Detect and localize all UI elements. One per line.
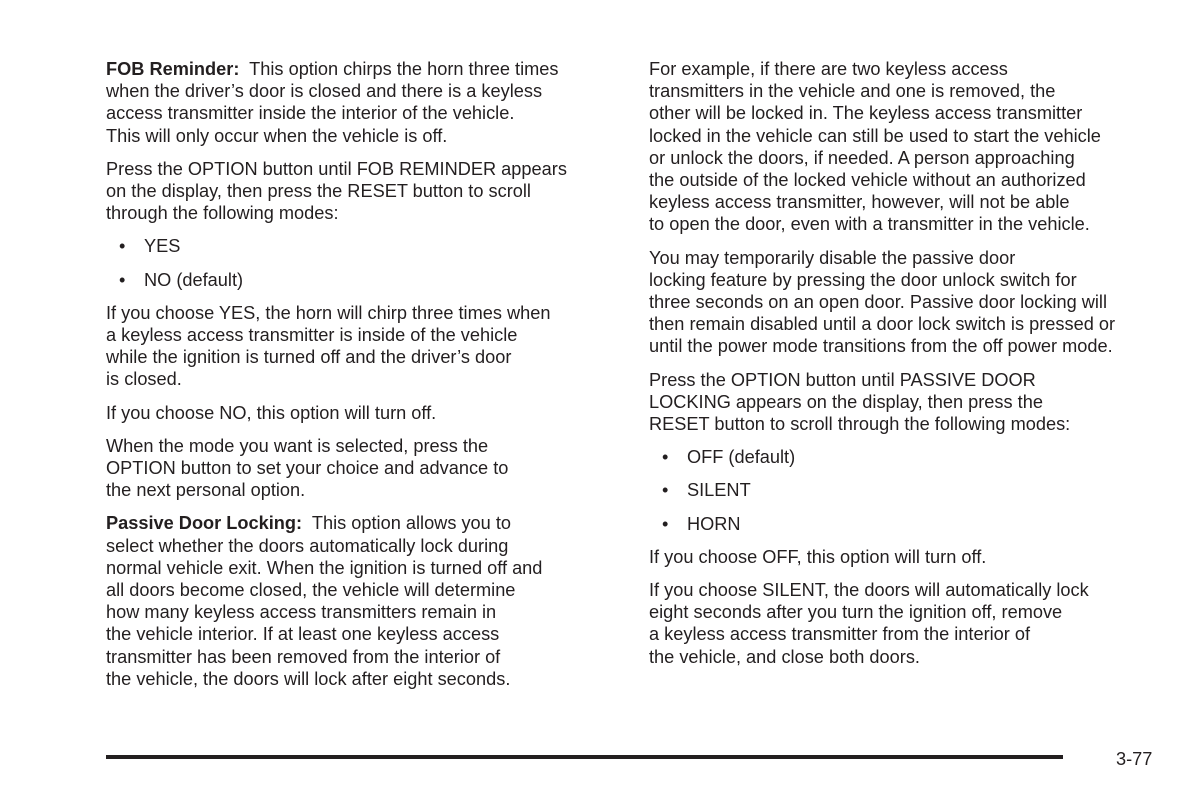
text-line: the vehicle, the doors will lock after eight seconds. [106, 668, 511, 689]
text-line: normal vehicle exit. When the ignition is turned off and [106, 557, 543, 578]
fob-reminder-first-line-text: This option chirps the horn three times [239, 59, 559, 79]
fob-reminder-first-line [106, 58, 618, 80]
text-line: locking feature by pressing the door unlock switch for [649, 269, 1077, 290]
text-line: keyless access transmitter, however, will not be able [649, 192, 1070, 213]
list-item [649, 479, 1161, 501]
text-line: while the ignition is turned off and the driver’s door [106, 347, 512, 368]
press-option-fob-paragraph [106, 158, 618, 225]
fob-reminder-paragraph [106, 58, 618, 147]
text-line: OPTION button to set your choice and advance to [106, 458, 509, 479]
passive-door-locking-heading: Passive Door Locking: [106, 513, 303, 534]
choose-no-paragraph [106, 402, 618, 424]
text-line: If you choose SILENT, the doors will automatically lock [649, 580, 1089, 601]
text-line: LOCKING appears on the display, then press the [649, 391, 1043, 412]
choose-off-paragraph [649, 546, 1161, 568]
text-line: is closed. [106, 369, 182, 390]
fob-reminder-heading: FOB Reminder: [106, 59, 240, 79]
text-line: all doors become closed, the vehicle will determine [106, 580, 516, 601]
text-line: transmitters in the vehicle and one is removed, the [649, 81, 1056, 102]
passive-door-locking-first-line-text: This option allows you to [302, 513, 512, 534]
text-line: If you choose YES, the horn will chirp three times when [106, 302, 551, 323]
fob-modes-list [106, 235, 618, 290]
mode-selected-paragraph [106, 435, 618, 502]
text-line: RESET button to scroll through the following modes: [649, 414, 1071, 435]
example-paragraph [649, 58, 1161, 236]
list-item-label: OFF (default) [687, 447, 796, 468]
bullet-icon: • [662, 447, 669, 468]
text-line: Press the OPTION button until PASSIVE DOOR [649, 369, 1036, 390]
list-item [649, 513, 1161, 535]
bullet-icon: • [662, 513, 669, 534]
text-line: when the driver’s door is closed and there is a keyless [106, 81, 543, 102]
text-line: on the display, then press the RESET button to scroll [106, 181, 531, 202]
text-line: the next personal option. [106, 480, 306, 501]
text-line: the vehicle interior. If at least one keyless access [106, 624, 500, 645]
page-number: 3-77 [1116, 749, 1153, 769]
text-line: three seconds on an open door. Passive door locking will [649, 292, 1107, 313]
text-line: If you choose OFF, this option will turn off. [649, 546, 987, 567]
list-item [106, 269, 618, 291]
text-line: or unlock the doors, if needed. A person approaching [649, 147, 1075, 168]
bullet-icon: • [119, 236, 126, 257]
text-line: to open the door, even with a transmitter in the vehicle. [649, 214, 1090, 235]
list-item [106, 235, 618, 257]
list-item-label: HORN [687, 513, 741, 534]
text-line: through the following modes: [106, 203, 339, 224]
text-line: If you choose NO, this option will turn off. [106, 402, 437, 423]
choose-silent-paragraph [649, 579, 1161, 668]
text-line: how many keyless access transmitters remain in [106, 602, 497, 623]
footer-divider [106, 755, 1063, 759]
left-column [106, 58, 618, 701]
text-line: transmitter has been removed from the interior of [106, 646, 501, 667]
text-line: select whether the doors automatically lock during [106, 535, 509, 556]
text-line: until the power mode transitions from the off power mode. [649, 336, 1113, 357]
bullet-icon: • [119, 269, 126, 290]
press-option-passive-paragraph [649, 369, 1161, 436]
text-line: a keyless access transmitter from the interior of [649, 624, 1031, 645]
text-line: Press the OPTION button until FOB REMINDER appears [106, 158, 567, 179]
list-item-label: NO (default) [144, 269, 244, 290]
text-line: a keyless access transmitter is inside of the vehicle [106, 325, 518, 346]
passive-modes-list [649, 446, 1161, 535]
text-line: the outside of the locked vehicle without an authorized [649, 170, 1086, 191]
list-item-label: YES [144, 236, 181, 257]
text-line: locked in the vehicle can still be used to start the vehicle [649, 125, 1101, 146]
text-line: then remain disabled until a door lock switch is pressed or [649, 314, 1116, 335]
text-line: For example, if there are two keyless access [649, 59, 1008, 79]
list-item [649, 446, 1161, 468]
text-line: access transmitter inside the interior of the vehicle. [106, 103, 515, 124]
text-line: You may temporarily disable the passive door [649, 247, 1016, 268]
text-line: When the mode you want is selected, press the [106, 435, 489, 456]
choose-yes-paragraph [106, 302, 618, 391]
list-item-label: SILENT [687, 480, 751, 501]
passive-door-locking-first-line [106, 512, 618, 534]
passive-door-locking-paragraph [106, 512, 618, 690]
text-line: other will be locked in. The keyless access transmitter [649, 103, 1083, 124]
text-line: the vehicle, and close both doors. [649, 646, 920, 667]
temporarily-disable-paragraph [649, 247, 1161, 358]
right-column [649, 58, 1161, 679]
text-line: eight seconds after you turn the ignition off, remove [649, 602, 1063, 623]
text-line: This will only occur when the vehicle is off. [106, 125, 448, 146]
bullet-icon: • [662, 480, 669, 501]
